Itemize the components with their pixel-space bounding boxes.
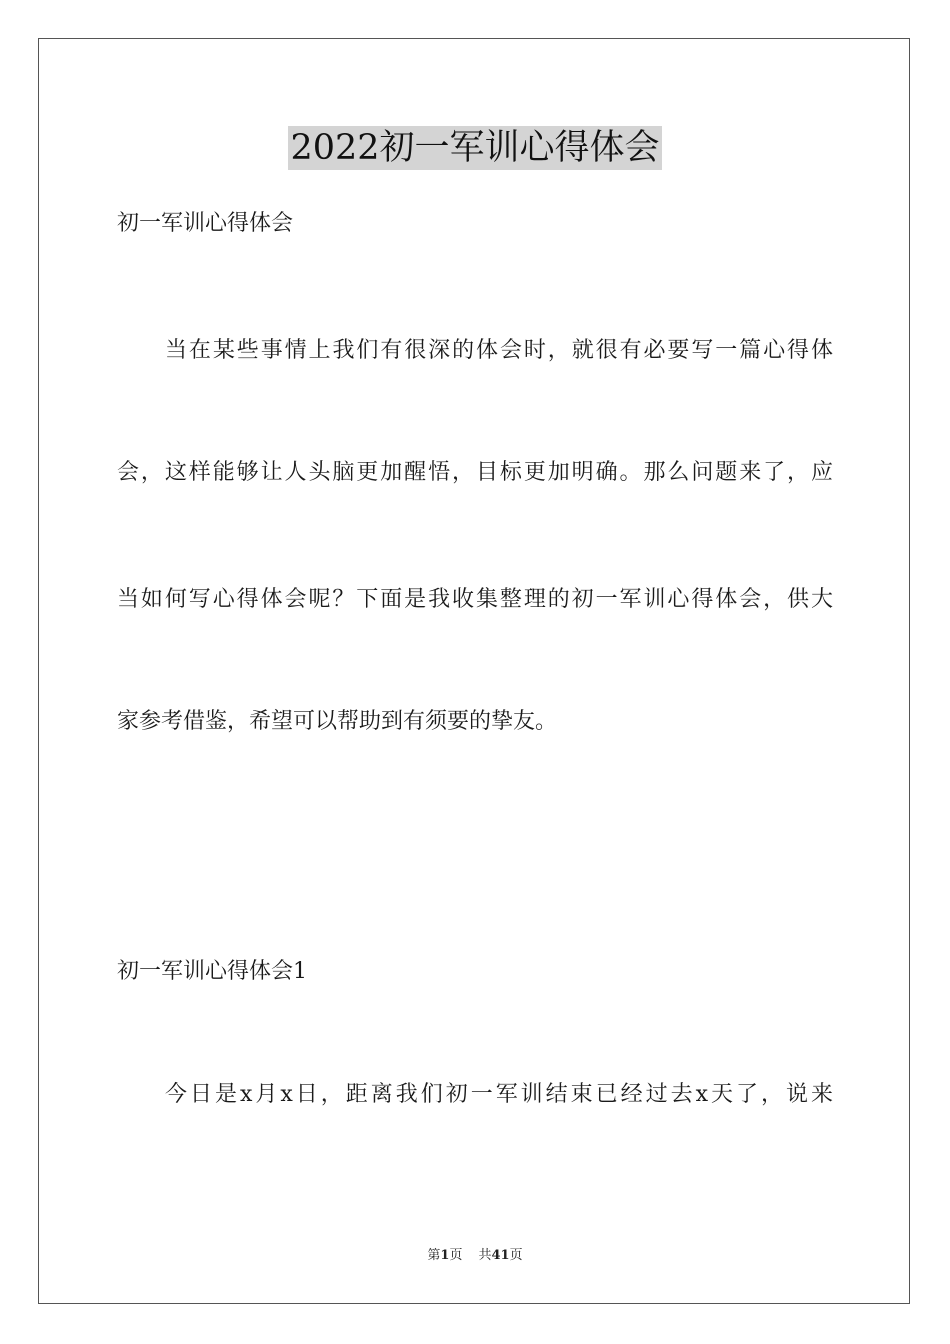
total-label-prefix: 共: [478, 1248, 492, 1263]
intro-line-1: 当在某些事情上我们有很深的体会时，就很有必要写一篇心得体: [165, 338, 833, 363]
page-footer: [0, 1247, 950, 1265]
page-label-prefix: 第: [427, 1248, 441, 1263]
section-heading-1: 初一军训心得体会1: [117, 959, 307, 984]
page-label-suffix: 页: [449, 1248, 463, 1263]
intro-line-4: 家参考借鉴，希望可以帮助到有须要的挚友。: [117, 709, 558, 734]
document-subtitle: 初一军训心得体会: [117, 211, 294, 236]
total-pages-number: 41: [491, 1248, 510, 1263]
document-title: 2022初一军训心得体会: [290, 128, 660, 168]
intro-line-3: 当如何写心得体会呢？下面是我收集整理的初一军训心得体会，供大: [117, 587, 833, 612]
intro-line-2: 会，这样能够让人头脑更加醒悟，目标更加明确。那么问题来了，应: [117, 460, 833, 485]
total-label-suffix: 页: [509, 1248, 523, 1263]
section1-line-1: 今日是x月x日，距离我们初一军训结束已经过去x天了，说来: [165, 1082, 833, 1107]
title-block: [0, 126, 950, 170]
current-page-number: 1: [440, 1248, 450, 1263]
